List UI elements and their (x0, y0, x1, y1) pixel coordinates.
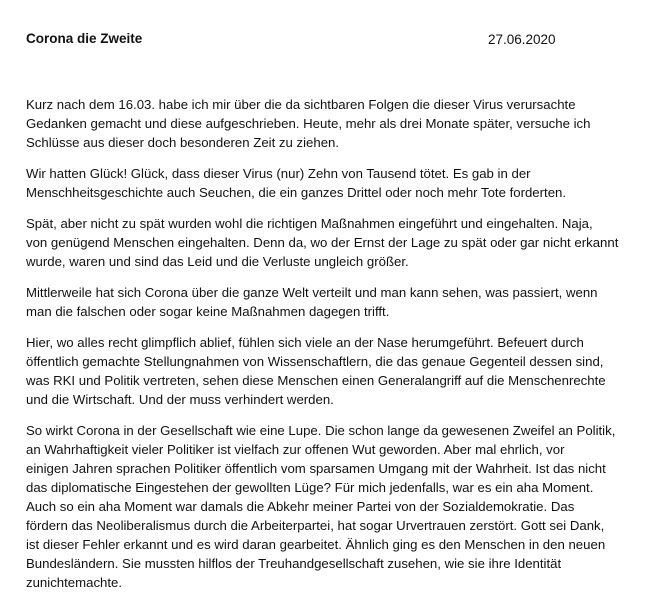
text-line: Bundesländern. Sie mussten hilflos der Treuhandgesellschaft zusehen, wie sie ihre Identität (26, 556, 562, 571)
text-line: an Wahrhaftigkeit vieler Politiker ist vielfach zur offenen Wut geworden. Aber mal ehrlich, vor (26, 442, 565, 457)
text-line: das diplomatische Eingestehen der gewollten Lüge? Für mich jedenfalls, war es ein aha Moment. (26, 480, 594, 495)
paragraph-6 (26, 421, 640, 592)
text-line: Hier, wo alles recht glimpflich ablief, fühlen sich viele an der Nase herumgeführt. Befeuert durch (26, 335, 584, 350)
text-line: Menschheitsgeschichte auch Seuchen, die ein ganzes Drittel oder noch mehr Tote forderten. (26, 185, 567, 200)
text-line: ist dieser Fehler erkannt und es wird daran gearbeitet. Ähnlich ging es den Menschen in den neuen (26, 537, 606, 552)
document-date: 27.06.2020 (488, 32, 556, 47)
text-line: Schlüsse aus dieser doch besonderen Zeit zu ziehen. (26, 135, 340, 150)
text-line: Spät, aber nicht zu spät wurden wohl die richtigen Maßnahmen eingeführt und eingehalten. Naja, (26, 216, 593, 231)
text-line: zunichtemachte. (26, 575, 123, 590)
paragraph-1 (26, 95, 640, 152)
text-line: was RKI und Politik vertreten, sehen diese Menschen einen Generalangriff auf die Menschenrechte (26, 373, 606, 388)
document-title: Corona die Zweite (26, 31, 143, 46)
text-line: fördern das Neoliberalismus durch die Arbeiterpartei, hat sogar Urvertrauen zerstört. Gott sei Dank, (26, 518, 605, 533)
paragraph-3 (26, 214, 640, 271)
text-line: Kurz nach dem 16.03. habe ich mir über die da sichtbaren Folgen die dieser Virus verursachte (26, 97, 576, 112)
text-line: Wir hatten Glück! Glück, dass dieser Virus (nur) Zehn von Tausend tötet. Es gab in der (26, 166, 531, 181)
text-line: von genügend Menschen eingehalten. Denn da, wo der Ernst der Lage zu spät oder gar nicht erkannt (26, 235, 619, 250)
text-line: Auch so ein aha Moment war damals die Abkehr meiner Partei von der Sozialdemokratie. Das (26, 499, 575, 514)
text-line: Gedanken gemacht und diese aufgeschrieben. Heute, mehr als drei Monate später, versuche ich (26, 116, 591, 131)
text-line: Mittlerweile hat sich Corona über die ganze Welt verteilt und man kann sehen, was passiert, wenn (26, 285, 598, 300)
text-line: einigen Jahren sprachen Politiker öffentlich vom sparsamen Umgang mit der Wahrheit. Ist das nicht (26, 461, 606, 476)
text-line: So wirkt Corona in der Gesellschaft wie eine Lupe. Die schon lange da gewesenen Zweifel an Politik, (26, 423, 616, 438)
text-line: und die Wirtschaft. Und der muss verhindert werden. (26, 392, 334, 407)
text-line: wurde, waren und sind das Leid und die Verluste ungleich größer. (26, 254, 409, 269)
paragraph-5 (26, 333, 640, 409)
document-body (26, 95, 640, 604)
paragraph-2 (26, 164, 640, 202)
text-line: man die falschen oder sogar keine Maßnahmen dagegen trifft. (26, 304, 390, 319)
text-line: öffentlich gemachte Stellungnahmen von Wissenschaftlern, die das genaue Gegenteil dessen sind, (26, 354, 604, 369)
paragraph-4 (26, 283, 640, 321)
